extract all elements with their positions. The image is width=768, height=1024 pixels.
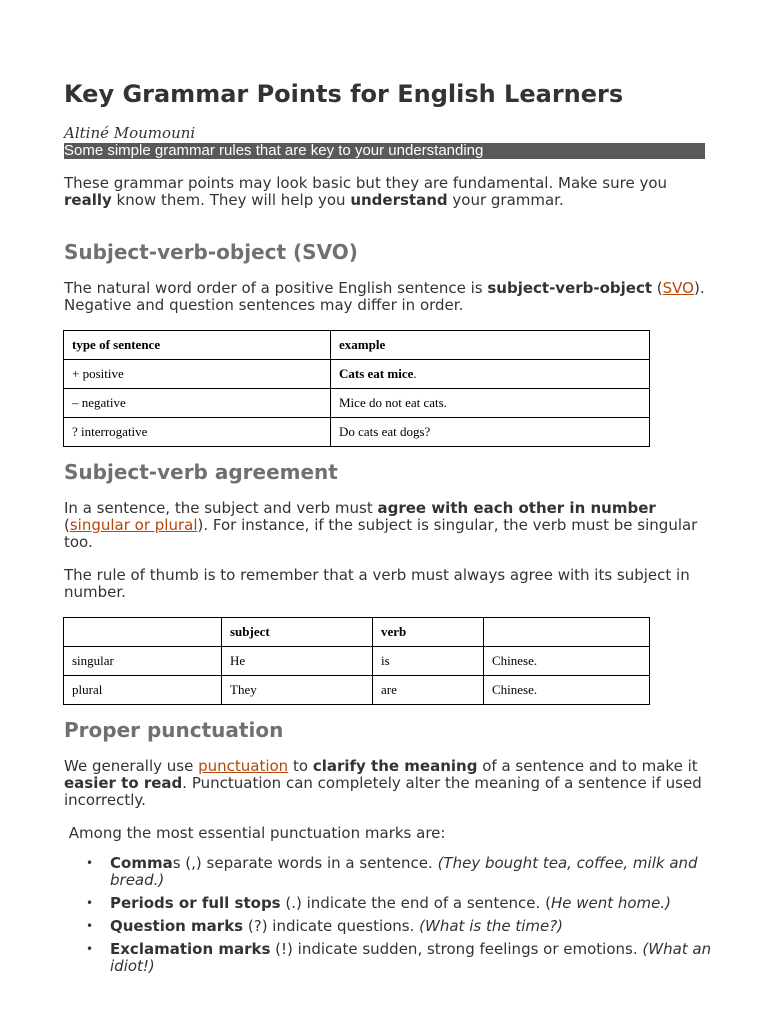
heading-agreement: Subject-verb agreement [64, 460, 338, 484]
table-cell: Chinese. [484, 676, 650, 705]
list-item-text: s (,) separate words in a sentence. [172, 854, 438, 872]
list-item-term: Comma [110, 854, 173, 872]
table-header-row [64, 331, 650, 360]
table-row [64, 389, 650, 418]
bullet-icon: • [86, 896, 94, 910]
list-item-example: (They bought tea, coffee, milk and bread.) [110, 854, 698, 889]
list-item [64, 895, 714, 912]
document-subtitle: Some simple grammar rules that are key to your understanding [64, 143, 705, 159]
table-cell [331, 360, 650, 389]
punctuation-text-4: . Punctuation can completely alter the meaning of a sentence if used incorrectly. [64, 774, 702, 809]
punctuation-bold-2: easier to read [64, 774, 183, 792]
intro-bold-1: really [64, 191, 112, 209]
table-row [64, 647, 650, 676]
list-item-text: (?) indicate questions. [243, 917, 420, 935]
table-cell: singular [64, 647, 222, 676]
table-cell: – negative [64, 389, 331, 418]
list-item-term: Periods or full stops [110, 894, 281, 912]
svo-text-2: ( [652, 279, 663, 297]
svo-text-1: The natural word order of a positive English sentence is [64, 279, 488, 297]
table-cell: plural [64, 676, 222, 705]
intro-bold-2: understand [350, 191, 448, 209]
table-cell: Chinese. [484, 647, 650, 676]
table-cell: + positive [64, 360, 331, 389]
intro-paragraph [64, 175, 714, 209]
list-item-example: He went home.) [550, 894, 672, 912]
list-item-term: Exclamation marks [110, 940, 271, 958]
list-item-text: (.) indicate the end of a sentence. ( [280, 894, 551, 912]
svo-bold-1: subject-verb-object [487, 279, 653, 297]
table-cell: are [373, 676, 484, 705]
punctuation-text-2: to [288, 757, 313, 775]
agreement-paragraph-1 [64, 500, 714, 551]
list-item [64, 941, 714, 975]
list-item [64, 918, 714, 935]
heading-punctuation: Proper punctuation [64, 718, 284, 742]
table-row [64, 360, 650, 389]
table-header-cell [64, 618, 222, 647]
intro-text-1: These grammar points may look basic but they are fundamental. Make sure you [64, 174, 668, 192]
agreement-text-3: ). For instance, if the subject is singular, the verb must be singular too. [64, 516, 698, 551]
heading-svo: Subject-verb-object (SVO) [64, 240, 358, 264]
table-header-cell: verb [373, 618, 484, 647]
example-period: . [413, 366, 417, 381]
list-item-term: Question marks [110, 917, 244, 935]
table-cell: ? interrogative [64, 418, 331, 447]
table-cell: is [373, 647, 484, 676]
agreement-bold-1: agree with each other in number [377, 499, 656, 517]
punctuation-paragraph-2: Among the most essential punctuation marks are: [64, 824, 446, 842]
punctuation-text-1: We generally use [64, 757, 199, 775]
table-cell: They [222, 676, 373, 705]
author-name: Altiné Moumouni [64, 124, 196, 142]
agreement-text-1: In a sentence, the subject and verb must [64, 499, 378, 517]
table-header-cell [484, 618, 650, 647]
document-title: Key Grammar Points for English Learners [64, 80, 624, 108]
bullet-icon: • [86, 856, 94, 870]
punctuation-paragraph-1 [64, 758, 714, 809]
svo-paragraph [64, 280, 714, 314]
agreement-table [63, 617, 650, 705]
intro-text-3: your grammar. [447, 191, 564, 209]
table-header-cell: subject [222, 618, 373, 647]
table-row [64, 676, 650, 705]
list-item-example: (What an idiot!) [110, 940, 712, 975]
svo-table [63, 330, 650, 447]
table-header-cell: example [331, 331, 650, 360]
bullet-icon: • [86, 942, 94, 956]
punctuation-list [64, 855, 714, 981]
table-row [64, 418, 650, 447]
table-cell: Mice do not eat cats. [331, 389, 650, 418]
table-cell: Do cats eat dogs? [331, 418, 650, 447]
example-bold: Cats eat mice [339, 366, 414, 381]
svo-text-3: ). Negative and question sentences may differ in order. [64, 279, 705, 314]
list-item-text: (!) indicate sudden, strong feelings or emotions. [270, 940, 643, 958]
singular-plural-link[interactable]: singular or plural [69, 516, 198, 534]
svo-link[interactable]: SVO [662, 279, 694, 297]
agreement-text-2: ( [64, 516, 70, 534]
bullet-icon: • [86, 919, 94, 933]
table-header-cell: type of sentence [64, 331, 331, 360]
list-item-example: (What is the time?) [419, 917, 564, 935]
punctuation-link[interactable]: punctuation [198, 757, 289, 775]
list-item [64, 855, 714, 889]
table-header-row [64, 618, 650, 647]
agreement-paragraph-2: The rule of thumb is to remember that a verb must always agree with its subject in number. [64, 566, 690, 601]
table-cell: He [222, 647, 373, 676]
punctuation-text-3: of a sentence and to make it [477, 757, 698, 775]
punctuation-bold-1: clarify the meaning [312, 757, 478, 775]
intro-text-2: know them. They will help you [111, 191, 351, 209]
